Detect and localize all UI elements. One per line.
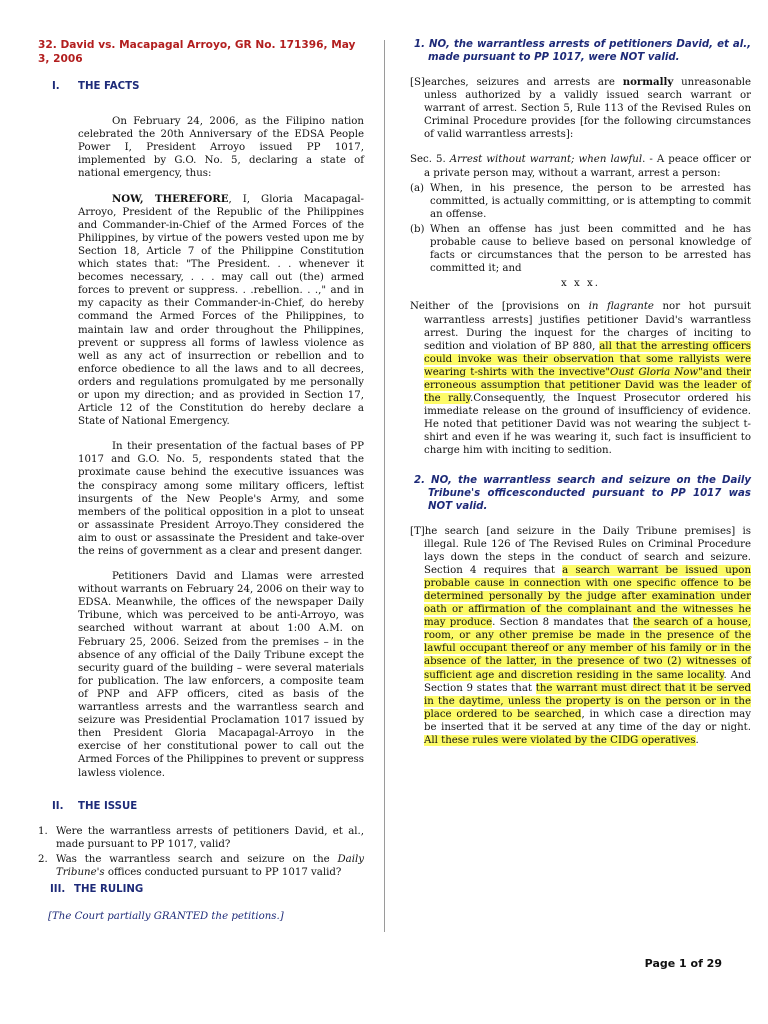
- rp2-c: .Consequently, the Inquest Prosecutor ordered his immediate release on the ground of insufficiency of evidence. He noted that petitioner David was not wearing the subject t-shirt and even if he was wearing it, such fact is insufficient to charge him with inciting to sedition.: [424, 393, 751, 457]
- ruling-heading-text: THE RULING: [74, 884, 144, 896]
- quote-body: , I, Gloria Macapagal-Arroyo, President of the Republic of the Philippines and Commander-in-Chief of the Armed Forces of the Philippines, by virtue of the powers vested upon me by Section 18, Article 7 of the Philippine Constitution which states that: "The President. . . whenever it becomes necessary, . . . may call out (the) armed forces to prevent or suppress. . .rebellion. . .," and in my capacity as their Commander-in-Chief, do hereby command the Armed Forces of the Philippines, to maintain law and order throughout the Philippines, prevent or suppress all forms of lawless violence as well as any act of insurrection or rebellion and to enforce obedience to all the laws and to all decrees, orders and regulations promulgated by me personally or upon my direction; and as provided in Section 17, Article 12 of the Constitution do hereby declare a State of National Emergency.: [78, 193, 364, 428]
- law-intro: [410, 153, 751, 179]
- page-number: Page 1 of 29: [644, 957, 722, 970]
- ruling-paragraph-2: [410, 300, 751, 457]
- issue-number: II.: [52, 800, 64, 812]
- ruling-paragraph-3: [410, 525, 751, 748]
- issue-item-text-em: Daily Tribune's: [56, 853, 364, 878]
- rp2-b: nor hot pursuit warrantless arrests] justifies petitioner David's warrantless arrest. During the inquest for the charges of inciting to sedition and violation of BP 880,: [424, 301, 751, 352]
- issue-item-2: [38, 853, 364, 879]
- issue-item-number: 1.: [38, 825, 48, 837]
- law-item-b: [410, 223, 751, 275]
- issue-heading: [38, 800, 364, 813]
- proclamation-quote: [78, 193, 364, 429]
- law-omission: x x x.: [561, 278, 600, 290]
- column-divider: [384, 40, 385, 932]
- law-item-a-label: (a): [410, 182, 425, 194]
- issue-heading-text: THE ISSUE: [78, 800, 138, 812]
- rp3-highlight-2: the search of a house, room, or any other premise be made in the presence of the lawful occupant thereof or any member of his family or in the absence of the latter, in the presence of two (2) witnesses of sufficient age and discretion residing in the same locality: [424, 617, 751, 681]
- rp3-b: . Section 8 mandates that: [492, 617, 634, 629]
- issue-item-1: [38, 825, 364, 851]
- ruling-heading-1: 1. NO, the warrantless arrests of petitioners David, et al., made pursuant to PP 1017, were NOT valid.: [414, 39, 751, 63]
- facts-heading-text: THE FACTS: [78, 81, 140, 92]
- rp3-highlight-1: a search warrant be issued upon probable cause in connection with one specific offence to be determined personally by the judge after examination under oath or affirmation of the complainant and the witnesses he may produce: [424, 564, 752, 629]
- rp2-highlight-em: "Oust Gloria Now": [605, 366, 703, 378]
- law-item-b-label: (b): [410, 223, 425, 235]
- rp2-em: in flagrante: [588, 301, 654, 313]
- law-item-b-text: When an offense has just been committed and he has probable cause to believe based on personal knowledge of facts or circumstances that the person to be arrested has committed it; and: [430, 223, 751, 275]
- facts-heading: [38, 80, 364, 93]
- rp2-highlight-1: all that the arresting officers could invoke was their observation that some rallyists were wearing t-shirts with the invective: [424, 340, 751, 378]
- issue-item-text: Were the warrantless arrests of petitioners David, et al., made pursuant to PP 1017, valid?: [56, 825, 364, 850]
- rp3-c: . And Section 9 states that: [424, 669, 752, 694]
- facts-paragraph-2: In their presentation of the factual bases of PP 1017 and G.O. No. 5, respondents stated that the proximate cause behind the executive issuances was the conspiracy among some military officers, leftist insurgents of the New People's Army, and some members of the political opposition in a plot to unseat or assassinate President Arroyo.They considered the aim to oust or assassinate the President and take-over the reins of government as a clear and present danger.: [78, 441, 364, 557]
- law-title: Arrest without warrant; when lawful: [449, 154, 643, 166]
- case-title: 32. David vs. Macapagal Arroyo, GR No. 171396, May 3, 2006: [38, 39, 356, 65]
- ruling-note: [The Court partially GRANTED the petitions.]: [48, 911, 284, 923]
- rp2-highlight-2: and their erroneous assumption that petitioner David was the leader of the rally: [424, 366, 751, 405]
- issue-item-number: 2.: [38, 853, 48, 865]
- law-body: . - A peace officer or a private person may, without a warrant, arrest a person:: [424, 154, 752, 179]
- law-item-a-text: When, in his presence, the person to be arrested has committed, is actually committing, or is attempting to commit an offense.: [430, 182, 751, 220]
- left-column: [38, 38, 364, 923]
- ruling-paragraph-1: [410, 76, 751, 141]
- rp3-e: .: [695, 735, 699, 747]
- rp1-b: normally: [622, 76, 674, 88]
- rp3-highlight-3: the warrant must direct that it be served in the daytime, unless the property is on the person or in the place ordered to be searched: [424, 682, 752, 720]
- ruling-heading-2: 2. NO, the warrantless search and seizure on the Daily Tribune's officesconducted pursuant to PP 1017 was NOT valid.: [414, 474, 751, 512]
- law-item-a: [410, 182, 751, 221]
- right-column: [410, 38, 751, 759]
- rp2-a: Neither of the [provisions on: [410, 301, 589, 313]
- issue-list: [38, 825, 364, 879]
- rp1-c: unreasonable unless authorized by a validly issued search warrant or warrant of arrest. Section 5, Rule 113 of the Revised Rules on Criminal Procedure provides [for the following circumstances of valid warrantless arrests]:: [424, 77, 752, 141]
- ruling-heading: [38, 883, 364, 896]
- quote-lead: NOW, THEREFORE: [112, 192, 229, 205]
- ruling-number: III.: [50, 884, 66, 896]
- law-lead: Sec. 5.: [410, 154, 450, 166]
- facts-paragraph-3: Petitioners David and Llamas were arrested without warrants on February 24, 2006 on their way to EDSA. Meanwhile, the offices of the newspaper Daily Tribune, which was perceived to be anti-Arroyo, was searched without warrant at about 1:00 A.M. on February 25, 2006. Seized from the premises – in the absence of any official of the Daily Tribune except the security guard of the building – were several materials for publication. The law enforcers, a composite team of PNP and AFP officers, cited as basis of the warrantless arrests and the warrantless search and seizure was Presidential Proclamation 1017 issued by then President Gloria Macapagal-Arroyo in the exercise of her constitutional power to call out the Armed Forces of the Philippines to prevent or suppress lawless violence.: [78, 571, 364, 779]
- rp3-d: , in which case a direction may be inserted that it be served at any time of the day or night.: [424, 708, 752, 733]
- issue-item-text-post: offices conducted pursuant to PP 1017 valid?: [104, 866, 342, 878]
- issue-item-text-pre: Was the warrantless search and seizure on the: [56, 853, 338, 865]
- rp3-a: [T]he search [and seizure in the Daily Tribune premises] is illegal. Rule 126 of The Revised Rules on Criminal Procedure lays down the steps in the conduct of search and seizure. Section 4 requires that: [410, 525, 751, 576]
- facts-paragraph-1: On February 24, 2006, as the Filipino nation celebrated the 20th Anniversary of the EDSA People Power I, President Arroyo issued PP 1017, implemented by G.O. No. 5, declaring a state of national emergency, thus:: [78, 116, 364, 180]
- rp1-a: [S]earches, seizures and arrests are: [410, 77, 623, 88]
- facts-number: I.: [52, 81, 60, 92]
- facts-body: [38, 115, 364, 780]
- rule-113-section-5: [410, 153, 751, 290]
- rp3-highlight-4: All these rules were violated by the CIDG operatives: [424, 735, 696, 747]
